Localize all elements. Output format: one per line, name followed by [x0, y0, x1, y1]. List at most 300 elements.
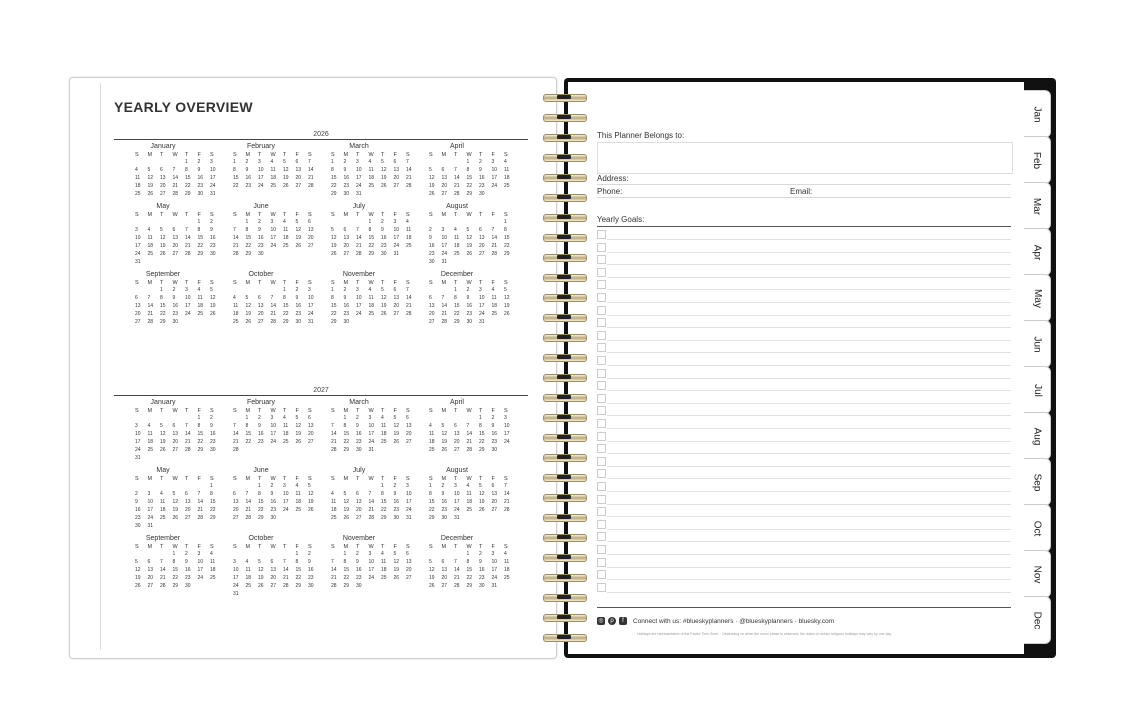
goal-checkbox[interactable]	[597, 507, 606, 516]
day-number: 9	[393, 491, 397, 497]
day-number: 26	[135, 583, 141, 589]
day-number: 2	[479, 159, 482, 165]
goal-checkbox[interactable]	[597, 230, 606, 239]
day-number: 14	[197, 499, 204, 505]
day-number: 22	[210, 507, 216, 513]
month-tabs	[1024, 90, 1050, 650]
day-number: 6	[295, 159, 299, 165]
day-blank	[442, 550, 455, 558]
goal-row[interactable]	[597, 443, 1011, 455]
goal-row[interactable]	[597, 229, 1011, 241]
day-number: 11	[454, 235, 460, 241]
day-number: 10	[210, 167, 216, 173]
day-number: 20	[258, 311, 264, 317]
day-number: 10	[283, 491, 289, 497]
day-number: 30	[356, 447, 362, 453]
day-number: 28	[233, 251, 239, 257]
day-number: 7	[454, 559, 457, 565]
weekday-label: S	[504, 476, 508, 482]
day-number: 29	[504, 251, 510, 257]
day-number: 7	[233, 227, 236, 233]
weekday-label: T	[479, 152, 483, 158]
day-number: 25	[147, 251, 154, 257]
day-number: 21	[197, 507, 204, 513]
day-number: 2	[258, 415, 261, 421]
goal-checkbox[interactable]	[597, 545, 606, 554]
day-number: 12	[441, 431, 448, 437]
goal-row[interactable]	[597, 468, 1011, 480]
weekday-label: T	[160, 476, 164, 482]
day-number: 15	[258, 499, 264, 505]
weekday-label: W	[368, 544, 374, 550]
day-number: 24	[454, 507, 460, 513]
goal-row[interactable]	[597, 342, 1011, 354]
day-number: 11	[381, 423, 387, 429]
goal-row[interactable]	[597, 582, 1011, 594]
day-number: 9	[308, 559, 311, 565]
goal-checkbox[interactable]	[597, 268, 606, 277]
goal-line	[607, 478, 1011, 479]
spiral-ring	[541, 552, 587, 562]
day-number: 18	[381, 431, 387, 437]
goal-checkbox[interactable]	[597, 583, 606, 592]
goal-checkbox[interactable]	[597, 394, 606, 403]
day-grid	[310, 218, 412, 258]
day-number: 16	[270, 499, 277, 505]
weekday-label: F	[295, 544, 299, 550]
day-number: 28	[356, 251, 362, 257]
day-number: 18	[466, 499, 473, 505]
day-number: 8	[466, 559, 470, 565]
day-grid	[212, 286, 314, 326]
weekday-label: T	[454, 476, 458, 482]
weekday-label: S	[233, 212, 237, 218]
address-line[interactable]	[597, 184, 1011, 185]
weekday-label: S	[210, 212, 214, 218]
goal-row[interactable]	[597, 330, 1011, 342]
day-grid	[212, 218, 314, 258]
goal-row[interactable]	[597, 544, 1011, 556]
day-number: 21	[331, 439, 337, 445]
day-number: 12	[160, 235, 166, 241]
day-number: 6	[491, 483, 495, 489]
goal-checkbox[interactable]	[597, 356, 606, 365]
weekday-label: M	[441, 152, 447, 158]
day-number: 15	[185, 175, 191, 181]
ring-slot	[557, 455, 571, 459]
day-number: 13	[308, 227, 314, 233]
day-blank	[271, 286, 284, 294]
day-number: 2	[172, 287, 176, 293]
day-number: 5	[343, 491, 347, 497]
weekday-label: S	[331, 476, 335, 482]
day-number: 11	[283, 227, 289, 233]
weekday-label: W	[172, 476, 178, 482]
weekday-label: W	[466, 544, 472, 550]
day-number: 13	[135, 303, 141, 309]
day-blank	[173, 218, 186, 226]
day-number: 17	[233, 575, 239, 581]
weekday-label: M	[441, 408, 447, 414]
day-number: 20	[308, 235, 314, 241]
day-number: 1	[258, 483, 261, 489]
goal-checkbox[interactable]	[597, 381, 606, 390]
day-number: 17	[270, 235, 277, 241]
weekday-label: W	[270, 476, 276, 482]
goal-checkbox[interactable]	[597, 419, 606, 428]
pinterest-icon[interactable]: p	[608, 617, 616, 625]
day-number: 5	[381, 159, 384, 165]
goal-row[interactable]	[597, 254, 1011, 266]
day-number: 26	[331, 251, 337, 257]
day-number: 22	[466, 183, 473, 189]
day-number: 17	[368, 567, 375, 573]
day-blank	[246, 482, 259, 490]
day-number: 10	[491, 167, 498, 173]
goal-checkbox[interactable]	[597, 457, 606, 466]
day-number: 13	[270, 567, 277, 573]
spiral-ring	[541, 512, 587, 522]
tab-jul[interactable]	[1024, 366, 1051, 414]
goal-row[interactable]	[597, 305, 1011, 317]
day-number: 27	[135, 319, 141, 325]
day-number: 27	[295, 183, 302, 189]
day-blank	[233, 414, 246, 422]
day-number: 19	[381, 175, 387, 181]
weekday-label: W	[466, 152, 472, 158]
goal-row[interactable]	[597, 481, 1011, 493]
day-number: 12	[343, 499, 350, 505]
goal-checkbox[interactable]	[597, 318, 606, 327]
day-number: 10	[135, 431, 141, 437]
goal-checkbox[interactable]	[597, 570, 606, 579]
goal-checkbox[interactable]	[597, 343, 606, 352]
day-number: 28	[160, 583, 166, 589]
goal-checkbox[interactable]	[597, 306, 606, 315]
spiral-ring	[541, 212, 587, 222]
day-number: 13	[295, 167, 302, 173]
day-number: 8	[504, 227, 507, 233]
day-number: 6	[185, 491, 188, 497]
tab-may[interactable]	[1024, 274, 1051, 322]
weekday-label: W	[368, 280, 374, 286]
day-number: 27	[454, 447, 460, 453]
day-number: 9	[381, 227, 384, 233]
day-number: 24	[491, 575, 498, 581]
day-blank	[442, 158, 455, 166]
day-blank	[429, 286, 442, 294]
day-number: 9	[210, 423, 213, 429]
day-number: 16	[245, 175, 252, 181]
belongs-to-label: This Planner Belongs to:	[597, 131, 685, 140]
weekday-label: M	[147, 408, 153, 414]
goal-row[interactable]	[597, 242, 1011, 254]
day-number: 21	[356, 243, 362, 249]
day-number: 21	[233, 439, 239, 445]
day-number: 3	[406, 483, 409, 489]
day-number: 13	[393, 167, 400, 173]
day-number: 16	[466, 303, 473, 309]
day-number: 30	[356, 583, 362, 589]
goal-checkbox[interactable]	[597, 532, 606, 541]
day-number: 6	[172, 423, 176, 429]
day-number: 11	[197, 295, 203, 301]
month-name: December	[440, 271, 474, 278]
day-blank	[454, 414, 467, 422]
tab-oct[interactable]	[1024, 504, 1051, 552]
contact-line[interactable]	[597, 197, 1011, 198]
day-number: 13	[185, 499, 191, 505]
day-number: 16	[135, 507, 141, 513]
day-number: 1	[331, 159, 334, 165]
day-number: 15	[172, 567, 179, 573]
day-number: 18	[504, 175, 510, 181]
day-number: 18	[454, 243, 460, 249]
footer-note: Holidays are representative of the Pacific Time Zone. · Depending on when the moon phase is observed, the dates of certain religious holidays may vary by one day.	[637, 632, 892, 636]
day-number: 4	[381, 551, 384, 557]
weekday-label: W	[466, 476, 472, 482]
day-number: 24	[270, 439, 277, 445]
day-number: 29	[429, 515, 435, 521]
day-number: 23	[343, 311, 350, 317]
day-number: 9	[356, 559, 359, 565]
day-number: 10	[368, 559, 375, 565]
day-number: 17	[479, 303, 485, 309]
owner-name-field[interactable]	[597, 142, 1013, 174]
weekday-label: S	[135, 408, 139, 414]
ring-slot	[557, 195, 571, 199]
goal-line	[607, 390, 1011, 391]
weekday-label: S	[233, 152, 237, 158]
goal-row[interactable]	[597, 456, 1011, 468]
day-number: 25	[270, 183, 277, 189]
day-number: 3	[454, 483, 457, 489]
month-name: February	[246, 399, 275, 406]
day-number: 6	[308, 415, 311, 421]
day-number: 20	[441, 183, 448, 189]
goal-checkbox[interactable]	[597, 495, 606, 504]
day-number: 10	[197, 559, 204, 565]
weekday-label: S	[210, 152, 214, 158]
day-number: 30	[210, 251, 216, 257]
day-grid	[408, 482, 510, 522]
weekday-label: S	[210, 476, 214, 482]
day-number: 20	[441, 575, 448, 581]
goal-row[interactable]	[597, 279, 1011, 291]
goal-row[interactable]	[597, 292, 1011, 304]
month-name: November	[342, 271, 376, 278]
weekday-label: T	[479, 212, 483, 218]
tab-jun[interactable]	[1024, 320, 1051, 368]
goal-row[interactable]	[597, 380, 1011, 392]
day-blank	[233, 482, 246, 490]
day-number: 14	[270, 303, 277, 309]
day-number: 8	[197, 227, 201, 233]
day-number: 25	[283, 243, 289, 249]
day-number: 5	[245, 295, 249, 301]
weekday-label: S	[504, 152, 508, 158]
goal-checkbox[interactable]	[597, 293, 606, 302]
weekday-label: F	[295, 408, 299, 414]
day-number: 3	[283, 483, 286, 489]
ring-slot	[557, 215, 571, 219]
day-grid	[212, 550, 314, 598]
weekday-label: M	[147, 280, 153, 286]
goal-checkbox[interactable]	[597, 432, 606, 441]
day-number: 10	[147, 499, 154, 505]
day-number: 31	[210, 191, 216, 197]
goal-row[interactable]	[597, 531, 1011, 543]
day-number: 2	[479, 551, 482, 557]
day-number: 9	[441, 491, 445, 497]
day-number: 12	[429, 175, 435, 181]
goal-line	[607, 466, 1011, 467]
tab-aug[interactable]	[1024, 412, 1051, 460]
tab-sep[interactable]	[1024, 458, 1051, 506]
day-number: 1	[343, 551, 347, 557]
day-number: 14	[147, 303, 154, 309]
weekday-label: W	[172, 152, 178, 158]
day-number: 13	[479, 235, 485, 241]
goal-checkbox[interactable]	[597, 243, 606, 252]
goal-row[interactable]	[597, 317, 1011, 329]
weekday-label: T	[283, 152, 287, 158]
goal-line	[607, 516, 1011, 517]
weekday-label: T	[454, 212, 458, 218]
day-number: 23	[356, 575, 362, 581]
spiral-ring	[541, 112, 587, 122]
instagram-icon[interactable]: ◎	[598, 618, 604, 624]
goal-row[interactable]	[597, 405, 1011, 417]
day-number: 13	[343, 235, 350, 241]
day-number: 24	[308, 311, 314, 317]
tab-jan[interactable]	[1024, 90, 1051, 138]
ring-slot	[557, 595, 571, 599]
day-number: 30	[270, 515, 277, 521]
goal-row[interactable]	[597, 557, 1011, 569]
facebook-icon[interactable]: f	[619, 617, 627, 625]
day-blank	[258, 286, 271, 294]
goal-row[interactable]	[597, 267, 1011, 279]
day-number: 24	[368, 575, 375, 581]
month-calendar	[408, 142, 510, 198]
day-blank	[148, 550, 161, 558]
day-number: 13	[441, 175, 448, 181]
goal-checkbox[interactable]	[597, 520, 606, 529]
goal-checkbox[interactable]	[597, 331, 606, 340]
day-number: 10	[233, 567, 239, 573]
day-number: 25	[504, 183, 510, 189]
day-number: 18	[491, 303, 498, 309]
day-number: 24	[197, 575, 204, 581]
month-calendar	[212, 534, 314, 598]
goal-row[interactable]	[597, 431, 1011, 443]
goal-row[interactable]	[597, 393, 1011, 405]
goal-row[interactable]	[597, 494, 1011, 506]
goal-row[interactable]	[597, 519, 1011, 531]
day-number: 14	[466, 431, 473, 437]
day-number: 23	[479, 575, 485, 581]
goal-row[interactable]	[597, 368, 1011, 380]
tab-label: Jan	[1031, 105, 1043, 123]
day-number: 24	[147, 515, 154, 521]
day-number: 3	[233, 559, 236, 565]
day-number: 15	[381, 499, 387, 505]
weekday-label: T	[258, 280, 262, 286]
spiral-ring	[541, 152, 587, 162]
goal-line	[607, 327, 1011, 328]
day-number: 1	[479, 415, 482, 421]
day-blank	[271, 550, 284, 558]
day-grid	[310, 482, 412, 522]
goal-checkbox[interactable]	[597, 444, 606, 453]
day-number: 20	[393, 175, 400, 181]
weekday-label: M	[245, 544, 251, 550]
day-number: 11	[466, 491, 472, 497]
goal-checkbox[interactable]	[597, 406, 606, 415]
day-number: 24	[258, 183, 264, 189]
day-number: 27	[406, 439, 412, 445]
day-number: 11	[368, 295, 374, 301]
weekday-label: T	[356, 408, 360, 414]
day-blank	[442, 218, 455, 226]
day-number: 10	[270, 423, 277, 429]
goal-checkbox[interactable]	[597, 369, 606, 378]
day-number: 17	[258, 175, 264, 181]
day-number: 2	[185, 551, 188, 557]
tab-dec[interactable]	[1024, 596, 1051, 644]
day-number: 3	[368, 551, 372, 557]
day-number: 31	[135, 259, 141, 265]
goal-row[interactable]	[597, 355, 1011, 367]
day-number: 3	[308, 287, 311, 293]
goal-row[interactable]	[597, 506, 1011, 518]
goal-checkbox[interactable]	[597, 280, 606, 289]
year-label: 2027	[114, 386, 528, 396]
ring-slot	[557, 555, 571, 559]
weekday-label: T	[185, 408, 189, 414]
day-number: 5	[381, 287, 384, 293]
weekday-label: T	[185, 544, 189, 550]
goal-checkbox[interactable]	[597, 558, 606, 567]
day-number: 1	[381, 483, 384, 489]
goal-row[interactable]	[597, 569, 1011, 581]
tab-apr[interactable]	[1024, 228, 1051, 276]
day-number: 14	[368, 499, 375, 505]
day-number: 2	[210, 415, 213, 421]
weekday-label: T	[258, 152, 262, 158]
tab-nov[interactable]	[1024, 550, 1051, 598]
day-number: 12	[258, 567, 264, 573]
weekday-label: S	[429, 212, 433, 218]
day-number: 23	[356, 439, 362, 445]
day-blank	[467, 218, 480, 226]
day-number: 19	[393, 567, 400, 573]
weekday-label: S	[308, 544, 312, 550]
goal-checkbox[interactable]	[597, 255, 606, 264]
tab-mar[interactable]	[1024, 182, 1051, 230]
day-number: 11	[406, 227, 412, 233]
day-number: 7	[466, 423, 470, 429]
day-number: 20	[406, 567, 412, 573]
tab-feb[interactable]	[1024, 136, 1051, 184]
day-number: 22	[185, 183, 191, 189]
goal-row[interactable]	[597, 418, 1011, 430]
weekday-label: T	[185, 152, 189, 158]
goal-checkbox[interactable]	[597, 469, 606, 478]
goal-checkbox[interactable]	[597, 482, 606, 491]
day-number: 14	[308, 167, 314, 173]
